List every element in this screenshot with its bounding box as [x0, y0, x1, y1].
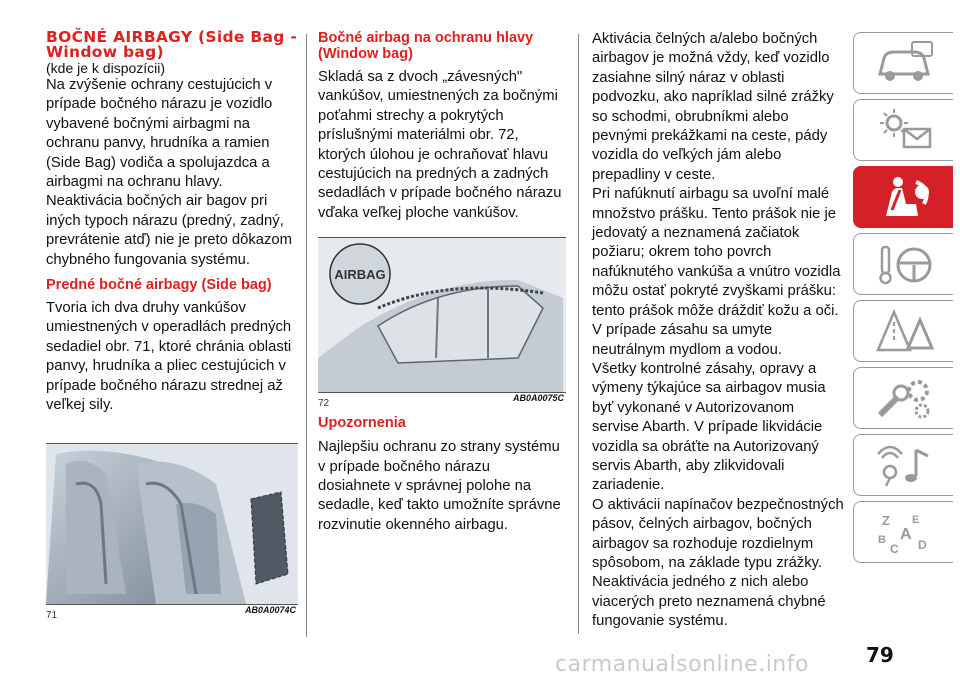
- column-1: [46, 30, 298, 619]
- tab-maintenance[interactable]: [853, 367, 953, 429]
- figure-code: AB0A0074C: [244, 604, 296, 615]
- tab-warning-lights[interactable]: [853, 99, 953, 161]
- tab-multimedia[interactable]: [853, 434, 953, 496]
- figure-number: 71: [46, 609, 58, 621]
- index-letter: B: [877, 534, 886, 546]
- figure-72: [318, 237, 566, 393]
- road-warning-triangle-icon: [872, 308, 936, 354]
- figure-number: 72: [318, 398, 330, 410]
- availability-note: (kde je k dispozícii): [46, 60, 166, 76]
- alphabetical-index-icon: [872, 509, 936, 555]
- wrench-gears-icon: [872, 375, 936, 421]
- tab-safety[interactable]: [853, 166, 953, 228]
- warning-heading: Upozornenia: [318, 415, 406, 432]
- tab-car-info[interactable]: [853, 32, 953, 94]
- car-info-icon: [872, 40, 936, 86]
- warning-lights-icon: [872, 107, 936, 153]
- multimedia-icon: [872, 442, 936, 488]
- tab-emergency[interactable]: [853, 300, 953, 362]
- window-bag-paragraph: Skladá sa z dvoch „závesných" vankúšov, umiestnených za bočnými poťahmi strechy a pokrytých príslušnými materiálmi obr. 72, ktorých úlohou je ochraňovať hlavu cestujúcich na predných a zadných sedadlách v prípade bočného nárazu vďaka veľkej ploche vankúšov.: [318, 69, 562, 221]
- seat-airbag-illustration: [46, 444, 298, 604]
- index-letter: D: [917, 538, 927, 552]
- figure-71: [46, 443, 298, 605]
- deactivation-paragraph: Neaktivácia bočných air bagov pri iných typoch nárazu (predný, zadný, prevrátenie atď) nie je preto dôkazom chybného fungovania systému.: [46, 193, 292, 268]
- column-divider: [578, 34, 579, 634]
- activation-paragraph: Aktivácia čelných a/alebo bočných airbagov je možná vždy, keď vozidlo zasiahne silný náraz v oblasti podvozku, ako napríklad silné zrážky so schodmi, obrubníkmi alebo pevnými prekážkami na ceste, pády vozidla do veľkých jám alebo prepadliny v ceste.: [592, 31, 834, 183]
- page-number: 79: [866, 643, 894, 667]
- side-bag-paragraph: Tvoria ich dva druhy vankúšov umiestnených v operadlách predných sedadiel obr. 71, ktoré chránia oblasti panvy, hrudníka a pliec cestujúcich v prípade bočného nárazu strednej až veľkej sily.: [46, 300, 292, 414]
- pretensioner-paragraph: O aktivácii napínačov bezpečnostných pásov, čelných airbagov, bočných airbagov sa rozhoduje rozdielnym spôsobom, na základe typu zrážky. Neaktivácia jedného z nich alebo viacerých preto neznamená chybné fungovanie systému.: [592, 496, 844, 630]
- window-airbag-illustration: [318, 238, 566, 392]
- seat-airbag-safety-icon: [872, 174, 936, 220]
- index-letter: E: [911, 514, 919, 526]
- key-steering-wheel-icon: [872, 241, 936, 287]
- column-2: [318, 30, 566, 535]
- window-bag-heading: Bočné airbag na ochranu hlavy (Window bag): [318, 30, 534, 62]
- index-letter: C: [889, 542, 899, 555]
- watermark: carmanualsonline.info: [555, 652, 809, 677]
- tab-starting-driving[interactable]: [853, 233, 953, 295]
- warning-paragraph: Najlepšiu ochranu zo strany systému v prípade bočného nárazu dosiahnete v správnej polohe na sedadle, keď takto umožníte správne rozvinutie okenného airbagu.: [318, 439, 561, 533]
- index-letter: Z: [881, 513, 890, 528]
- airbag-label: AIRBAG: [334, 267, 386, 283]
- index-letter: A: [899, 526, 912, 543]
- figure-code: AB0A0075C: [512, 393, 564, 404]
- column-3: [592, 30, 844, 632]
- powder-paragraph: Pri nafúknutí airbagu sa uvoľní malé množstvo prášku. Tento prášok nie je jedovatý a neznamená začiatok požiaru; okrem toho povrch nafúknutého vankúša a vnútro vozidla môžu ostať pokryté zvyškami prášku: tento prášok môže dráždiť kožu a oči. V prípade zásahu sa umyte neutrálnym mydlom a vodou.: [592, 186, 841, 358]
- tab-index[interactable]: [853, 501, 953, 563]
- intro-paragraph: Na zvýšenie ochrany cestujúcich v prípade bočného nárazu je vozidlo vybavené bočnými airbagmi na ochranu panvy, hrudníka a ramien (Side Bag) vodiča a spolujazdca a airbagmi na ochranu hlavy.: [46, 77, 273, 191]
- section-heading: BOČNÉ AIRBAGY (Side Bag - Window bag): [46, 28, 298, 61]
- subsection-heading: Predné bočné airbagy (Side bag): [46, 277, 272, 294]
- service-paragraph: Všetky kontrolné zásahy, opravy a výmeny týkajúce sa airbagov musia byť vykonané v Autorizovanom servise Abarth. V prípade likvidácie vozidla sa obráťte na Autorizovaný servis Abarth, aby zlikvidovali zariadenie.: [592, 360, 826, 494]
- column-divider: [306, 34, 307, 637]
